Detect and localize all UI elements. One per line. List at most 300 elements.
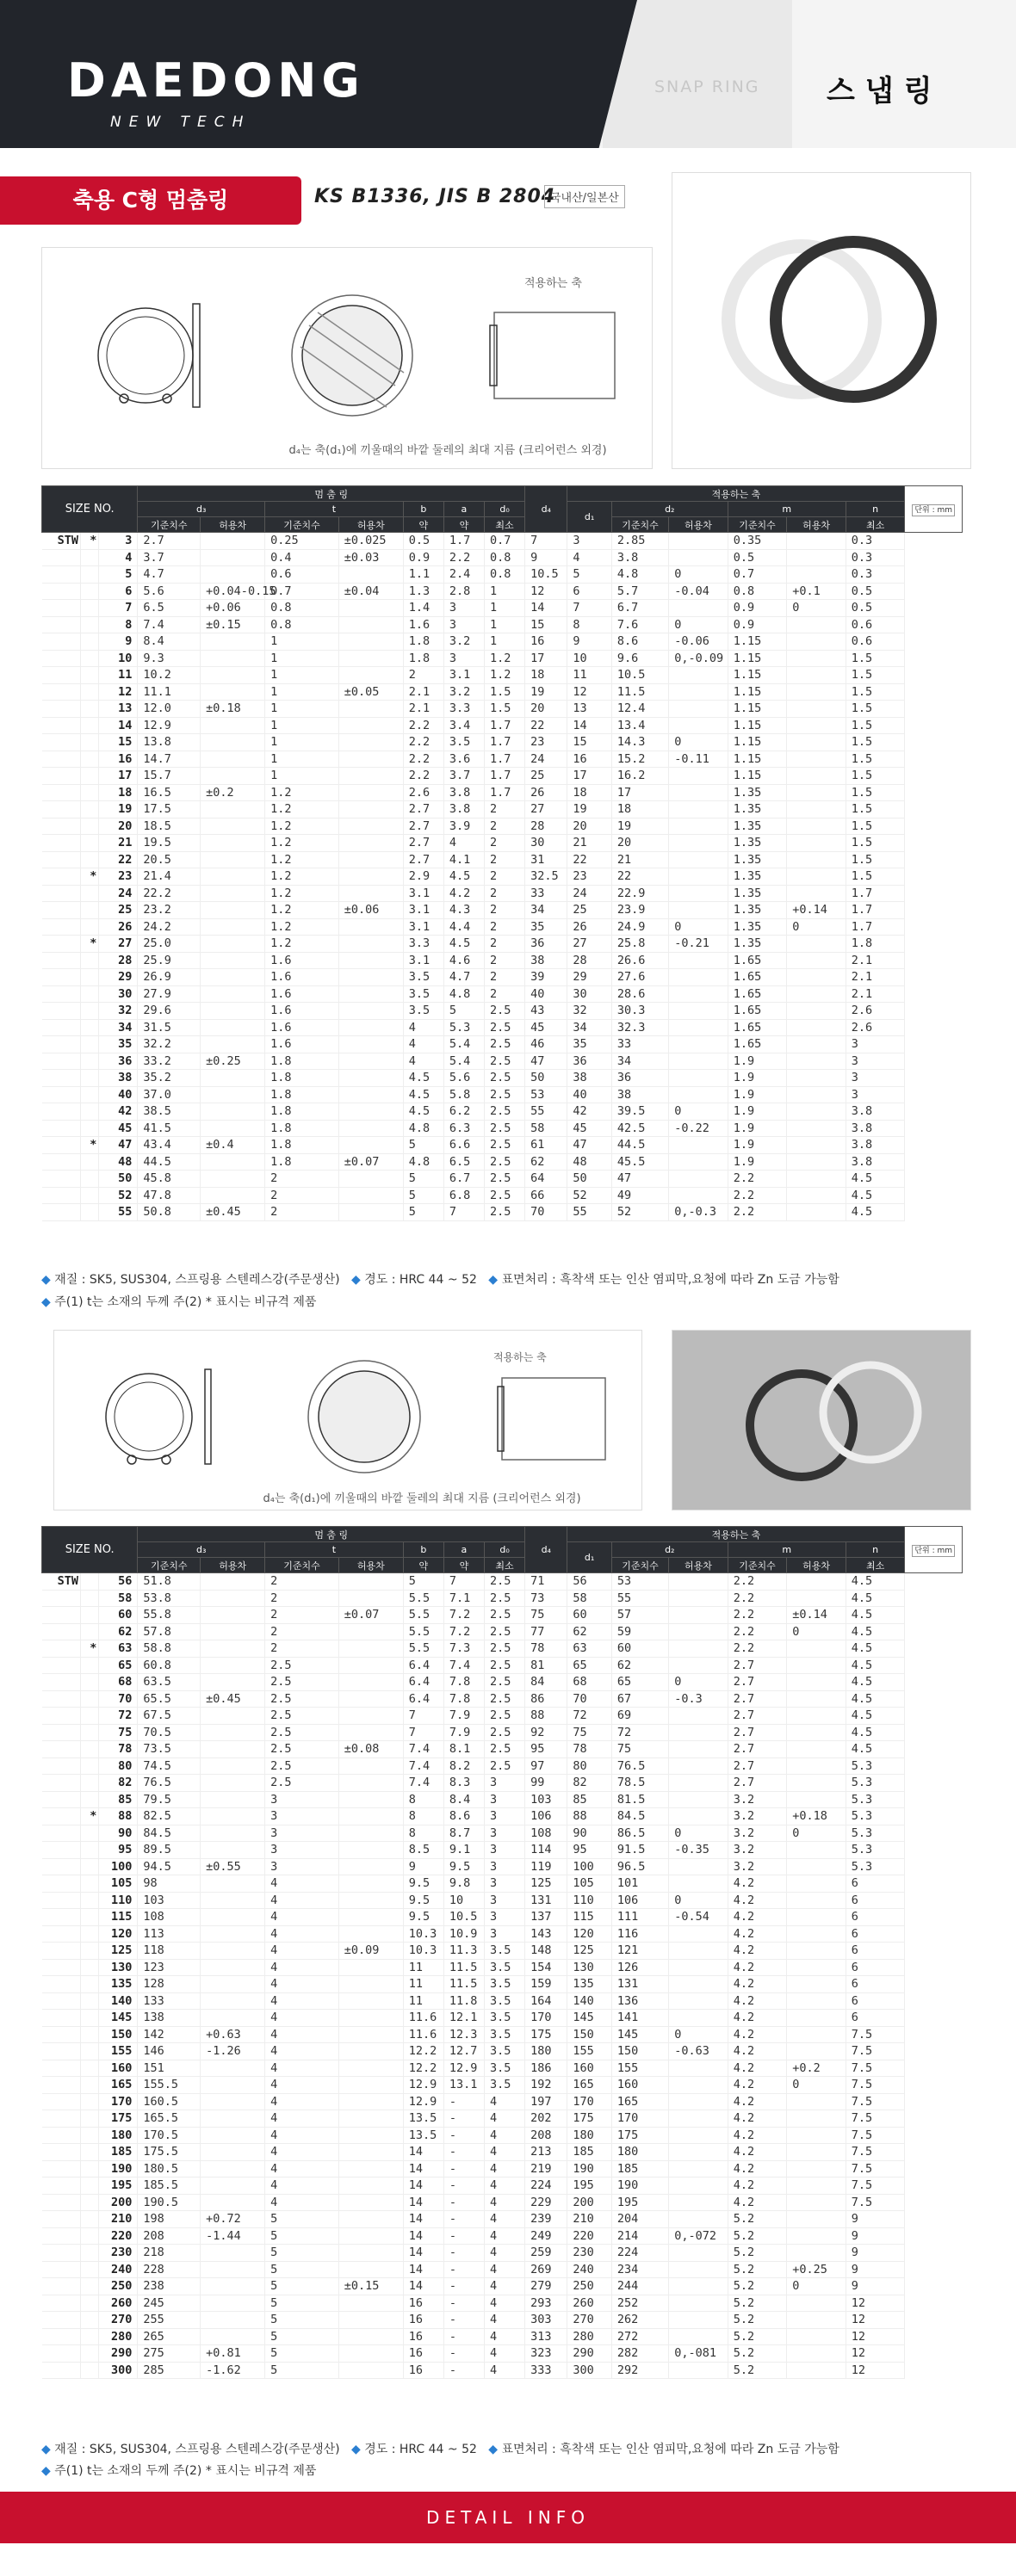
table-cell: 6.3 (443, 1120, 484, 1137)
table-cell: 82.5 (138, 1808, 201, 1825)
table-cell (905, 1204, 963, 1221)
table-cell: 61 (525, 1137, 567, 1154)
table-cell (80, 1909, 98, 1926)
table-cell (80, 851, 98, 868)
table-cell (80, 2245, 98, 2262)
table-cell (80, 2077, 98, 2094)
table-row (42, 936, 963, 953)
table-cell: 4 (484, 2295, 524, 2312)
table-cell (201, 1103, 265, 1121)
table-cell: * (80, 868, 98, 886)
table-cell (787, 2043, 846, 2060)
table-cell (338, 918, 403, 936)
table-cell: 1.15 (728, 667, 787, 684)
table-cell (80, 835, 98, 852)
table-cell (80, 616, 98, 633)
table-row (42, 1103, 963, 1121)
table-cell: ±0.07 (338, 1153, 403, 1171)
table-cell (669, 851, 728, 868)
table-cell (80, 2362, 98, 2379)
table-cell: 3.5 (484, 2077, 524, 2094)
table-cell (338, 768, 403, 785)
footnote-2: 주(1) t는 소재의 두께 주(2) * 표시는 비규격 제품 (54, 2464, 317, 2478)
table-cell: 8 (567, 616, 611, 633)
table-cell: 76.5 (611, 1757, 668, 1775)
table-row (42, 1590, 963, 1607)
table-cell (80, 2026, 98, 2043)
table-cell: 4.6 (443, 952, 484, 969)
table-cell: 4.2 (728, 2127, 787, 2144)
table-cell: 1.8 (265, 1153, 339, 1171)
table-cell: 123 (138, 1959, 201, 1976)
table-cell: 1.7 (846, 902, 905, 919)
table-cell: 7.5 (846, 2110, 905, 2128)
table-cell (80, 2295, 98, 2312)
table-cell (905, 952, 963, 969)
table-cell (201, 1741, 265, 1758)
table-cell: 1 (484, 583, 524, 600)
table-cell: 244 (611, 2278, 668, 2295)
table-cell (80, 2010, 98, 2027)
table-cell: 4 (265, 1875, 339, 1893)
table-row (42, 2127, 963, 2144)
table-cell (338, 1875, 403, 1893)
table-cell: 1.5 (846, 734, 905, 751)
table-cell: 0 (787, 918, 846, 936)
table-cell: 5.6 (443, 1070, 484, 1087)
table-cell: 2.2 (728, 1204, 787, 1221)
table-cell: 2.7 (728, 1657, 787, 1674)
table-cell: 195 (611, 2194, 668, 2211)
table-cell: 13 (99, 701, 138, 718)
table-cell (787, 1875, 846, 1893)
table-cell: 2.6 (403, 784, 443, 801)
table-cell: 4.2 (728, 2043, 787, 2060)
table-row (42, 1690, 963, 1708)
table-cell (669, 600, 728, 617)
table-cell: 138 (138, 2010, 201, 2027)
table-cell (80, 1741, 98, 1758)
table-cell (338, 1757, 403, 1775)
table-cell: 6 (846, 1892, 905, 1909)
table-cell: 14 (403, 2178, 443, 2195)
table-cell (669, 2077, 728, 2094)
table-cell: 2.5 (484, 1708, 524, 1725)
table-row (42, 918, 963, 936)
table-cell: 2 (265, 1171, 339, 1188)
table-cell (787, 885, 846, 902)
table-cell (42, 566, 81, 584)
table-cell (42, 751, 81, 768)
table-cell (80, 1573, 98, 1591)
table-cell: ±0.05 (338, 683, 403, 701)
table-cell: 155.5 (138, 2077, 201, 2094)
table-cell: 24.2 (138, 918, 201, 936)
table-cell: 11 (99, 667, 138, 684)
table-cell (905, 1708, 963, 1725)
table-cell: 4.5 (846, 1204, 905, 1221)
table-cell (905, 2345, 963, 2363)
table-cell: 21 (611, 851, 668, 868)
table-cell: 4 (265, 2110, 339, 2128)
table-row (42, 1623, 963, 1640)
table-cell (787, 1741, 846, 1758)
table-cell: 2.1 (846, 969, 905, 986)
table-cell (80, 1825, 98, 1842)
table-cell: 4 (265, 2194, 339, 2211)
table-cell (201, 2010, 265, 2027)
table-cell (201, 2261, 265, 2278)
table-cell: 17.5 (138, 801, 201, 819)
hdr-tol: 허용차 (669, 517, 728, 533)
table-cell (787, 1791, 846, 1808)
table-cell (338, 885, 403, 902)
table-cell (80, 1657, 98, 1674)
table-cell: 8 (99, 616, 138, 633)
table-cell: 2.7 (728, 1724, 787, 1741)
table-cell (338, 1775, 403, 1792)
table-cell: 1.7 (484, 751, 524, 768)
table-cell: 1.5 (846, 751, 905, 768)
hdr-t: t (265, 502, 404, 517)
table-cell (42, 851, 81, 868)
table-cell: 175 (525, 2026, 567, 2043)
table-cell: ±0.45 (201, 1690, 265, 1708)
table-cell: 116 (611, 1925, 668, 1943)
table-cell: 3 (443, 600, 484, 617)
table-cell: 53.8 (138, 1590, 201, 1607)
table-row (42, 616, 963, 633)
table-cell (42, 1825, 81, 1842)
table-cell: 3 (265, 1791, 339, 1808)
table-cell: 1.5 (484, 701, 524, 718)
table-cell: 2 (484, 801, 524, 819)
table-cell: 4.2 (728, 1925, 787, 1943)
table-cell (42, 835, 81, 852)
table-cell: 3.2 (728, 1842, 787, 1859)
table-cell: 1.8 (265, 1053, 339, 1070)
table-cell: 7.4 (403, 1775, 443, 1792)
table-cell: 110 (99, 1892, 138, 1909)
table-cell: 12.4 (611, 701, 668, 718)
table-cell: 0 (787, 2278, 846, 2295)
table-cell (905, 936, 963, 953)
table-cell (338, 566, 403, 584)
table-cell (905, 2227, 963, 2245)
table-cell (669, 1019, 728, 1036)
table-cell: -0.63 (669, 2043, 728, 2060)
table-cell: 18 (567, 784, 611, 801)
table-cell (787, 1590, 846, 1607)
table-cell: 36 (525, 936, 567, 953)
table-cell (42, 918, 81, 936)
table-cell (787, 667, 846, 684)
table-cell: 290 (567, 2345, 611, 2363)
table-cell: 5 (265, 2328, 339, 2345)
table-cell: - (443, 2178, 484, 2195)
diagram-2-caption: d₄는 축(d₁)에 끼울때의 바깥 둘레의 최대 지름 (크리어런스 외경) (263, 1492, 581, 1505)
table-cell (42, 2211, 81, 2228)
table-cell: 230 (99, 2245, 138, 2262)
table-cell (787, 1036, 846, 1053)
table-cell (669, 1959, 728, 1976)
table-cell (42, 1171, 81, 1188)
table-cell (905, 1825, 963, 1842)
table-cell (42, 1959, 81, 1976)
table-cell: 5.2 (728, 2211, 787, 2228)
table-cell: -1.44 (201, 2227, 265, 2245)
table-row (42, 2160, 963, 2178)
table-cell: 5.2 (728, 2227, 787, 2245)
table-cell (905, 918, 963, 936)
table-row (42, 1086, 963, 1103)
table-cell: 110 (567, 1892, 611, 1909)
table-cell (787, 2127, 846, 2144)
table-cell: 5 (403, 1187, 443, 1204)
table-cell (42, 2077, 81, 2094)
table-cell: 10 (567, 650, 611, 667)
table-cell: 3 (443, 616, 484, 633)
table-cell: 1.5 (846, 650, 905, 667)
table-cell (905, 2060, 963, 2077)
table-cell: 38 (611, 1086, 668, 1103)
table-cell: 2.5 (265, 1708, 339, 1725)
table-cell: 0.35 (728, 533, 787, 550)
table-cell: 195 (567, 2178, 611, 2195)
table-cell (338, 2312, 403, 2329)
table-cell: 5 (265, 2295, 339, 2312)
table-cell: 38 (525, 952, 567, 969)
table-cell: -0.22 (669, 1120, 728, 1137)
table-cell: - (443, 2144, 484, 2161)
table-cell: +0.06 (201, 600, 265, 617)
table-cell (42, 1690, 81, 1708)
table-cell (787, 1992, 846, 2010)
table-cell: 131 (611, 1976, 668, 1993)
table-cell (338, 936, 403, 953)
table-cell (80, 1775, 98, 1792)
table-cell (905, 2077, 963, 2094)
table-cell: 180.5 (138, 2160, 201, 2178)
table-cell: 23.9 (611, 902, 668, 919)
table-cell: 5.2 (728, 2295, 787, 2312)
table-cell: 60 (567, 1607, 611, 1624)
table-cell (42, 1623, 81, 1640)
table-cell: 60.8 (138, 1657, 201, 1674)
table-cell: 1.8 (265, 1103, 339, 1121)
table-cell: 3 (484, 1925, 524, 1943)
table-cell: 2.1 (403, 683, 443, 701)
table-cell (338, 952, 403, 969)
hdr-approx: 약 (443, 1558, 484, 1573)
table-cell: 7.9 (443, 1724, 484, 1741)
table-cell (201, 1842, 265, 1859)
table-cell (905, 1909, 963, 1926)
table-cell (338, 1657, 403, 1674)
table-cell: 4.5 (846, 1640, 905, 1658)
table-cell (669, 2295, 728, 2312)
table-cell (787, 1858, 846, 1875)
table-cell (669, 952, 728, 969)
table-cell: 18 (525, 667, 567, 684)
table-cell (201, 533, 265, 550)
table-cell: 5.2 (728, 2328, 787, 2345)
table-cell: 3.4 (443, 717, 484, 734)
table-cell (338, 2043, 403, 2060)
table-cell: 17 (611, 784, 668, 801)
table-cell: 36 (611, 1070, 668, 1087)
table-cell (201, 734, 265, 751)
table-cell: 2.5 (484, 1623, 524, 1640)
table-cell: 30 (525, 835, 567, 852)
table-cell (905, 1103, 963, 1121)
table-cell: 37.0 (138, 1086, 201, 1103)
table-cell (787, 1187, 846, 1204)
table-cell: 180 (99, 2127, 138, 2144)
detail-info-footer: DETAIL INFO (0, 2492, 1016, 2543)
table-cell: 6.4 (403, 1674, 443, 1691)
table-row (42, 600, 963, 617)
table-cell (42, 868, 81, 886)
table-cell: 180 (525, 2043, 567, 2060)
table-cell: 49 (611, 1187, 668, 1204)
table-cell (905, 1959, 963, 1976)
table-cell (905, 2110, 963, 2128)
table-cell: 7.5 (846, 2077, 905, 2094)
table-cell (338, 2211, 403, 2228)
table-cell (42, 2127, 81, 2144)
table-cell: 145 (567, 2010, 611, 2027)
table-row (42, 1858, 963, 1875)
table-cell: 4 (265, 2160, 339, 2178)
table-cell: 62 (99, 1623, 138, 1640)
table-cell (669, 969, 728, 986)
table-cell: 4.7 (443, 969, 484, 986)
table-cell: ±0.15 (338, 2278, 403, 2295)
table-cell (338, 1003, 403, 1020)
table-cell (42, 2312, 81, 2329)
table-cell: 1.35 (728, 818, 787, 835)
table-cell: 19 (525, 683, 567, 701)
table-cell: 85 (99, 1791, 138, 1808)
table-cell: 0 (787, 600, 846, 617)
table-cell: 0.7 (484, 533, 524, 550)
table-cell (338, 969, 403, 986)
table-cell (42, 1875, 81, 1893)
table-cell (669, 2194, 728, 2211)
table-cell (669, 1070, 728, 1087)
table-row (42, 1153, 963, 1171)
table-cell (787, 2312, 846, 2329)
table-cell: 160 (99, 2060, 138, 2077)
table-cell (787, 1674, 846, 1691)
table-cell (80, 701, 98, 718)
table-cell: 185 (99, 2144, 138, 2161)
table-cell (42, 1137, 81, 1154)
table-cell: 214 (611, 2227, 668, 2245)
table-cell: 1.15 (728, 683, 787, 701)
table-cell (787, 835, 846, 852)
hdr-tol: 허용차 (787, 517, 846, 533)
table-cell: ±0.18 (201, 701, 265, 718)
table-cell: 234 (611, 2261, 668, 2278)
table-cell: 8.2 (443, 1757, 484, 1775)
table-cell (669, 2211, 728, 2228)
table-cell: 24 (525, 751, 567, 768)
table-cell (787, 985, 846, 1003)
table-row (42, 902, 963, 919)
table-cell: 3.2 (443, 683, 484, 701)
table-cell: 4 (265, 2026, 339, 2043)
table-cell (669, 1724, 728, 1741)
table-cell: 2.2 (728, 1573, 787, 1591)
table-cell (201, 936, 265, 953)
table-cell (80, 1120, 98, 1137)
hardness-note-1: 경도 : HRC 44 ~ 52 (364, 1273, 477, 1287)
table-cell (787, 751, 846, 768)
table-cell: 17 (525, 650, 567, 667)
table-cell: 16 (403, 2362, 443, 2379)
table-cell: 3.3 (403, 936, 443, 953)
table-cell (787, 851, 846, 868)
table-cell: 43 (525, 1003, 567, 1020)
table-cell: 100 (567, 1858, 611, 1875)
table-cell: 10.5 (525, 566, 567, 584)
table-cell (80, 918, 98, 936)
table-cell: 1.7 (484, 717, 524, 734)
hdr-base: 기준치수 (728, 517, 787, 533)
table-cell (42, 650, 81, 667)
table-cell: 160 (567, 2060, 611, 2077)
table-cell (338, 2060, 403, 2077)
table-cell (787, 2295, 846, 2312)
table-cell: 31.5 (138, 1019, 201, 1036)
table-cell: 1.9 (728, 1070, 787, 1087)
table-cell: 9 (846, 2211, 905, 2228)
table-cell: 4.5 (846, 1657, 905, 1674)
table-cell: 180 (567, 2127, 611, 2144)
table-cell: 9 (567, 633, 611, 651)
table-cell (201, 1875, 265, 1893)
table-cell (787, 1724, 846, 1741)
table-cell: 4.2 (728, 2110, 787, 2128)
table-cell (787, 1925, 846, 1943)
table-cell (905, 2278, 963, 2295)
table-cell: 75 (611, 1741, 668, 1758)
table-cell: 16 (567, 751, 611, 768)
table-cell (80, 1943, 98, 1960)
table-cell: 2.2 (403, 751, 443, 768)
table-cell: 2.9 (403, 868, 443, 886)
table-cell: 229 (525, 2194, 567, 2211)
table-cell (905, 2295, 963, 2312)
table-cell: 8.5 (403, 1842, 443, 1859)
table-cell: 165 (567, 2077, 611, 2094)
table-cell: 4 (265, 2178, 339, 2195)
table-cell: 5.3 (846, 1808, 905, 1825)
table-row (42, 2178, 963, 2195)
table-cell (787, 549, 846, 566)
table-cell: 30 (99, 985, 138, 1003)
table-cell (669, 1976, 728, 1993)
table-cell: 2.5 (484, 1674, 524, 1691)
table-cell: 210 (567, 2211, 611, 2228)
table-cell (80, 2160, 98, 2178)
table-cell (787, 1053, 846, 1070)
table-cell: 12 (846, 2345, 905, 2363)
hdr-base: 기준치수 (138, 1558, 201, 1573)
table-cell: 35 (567, 1036, 611, 1053)
